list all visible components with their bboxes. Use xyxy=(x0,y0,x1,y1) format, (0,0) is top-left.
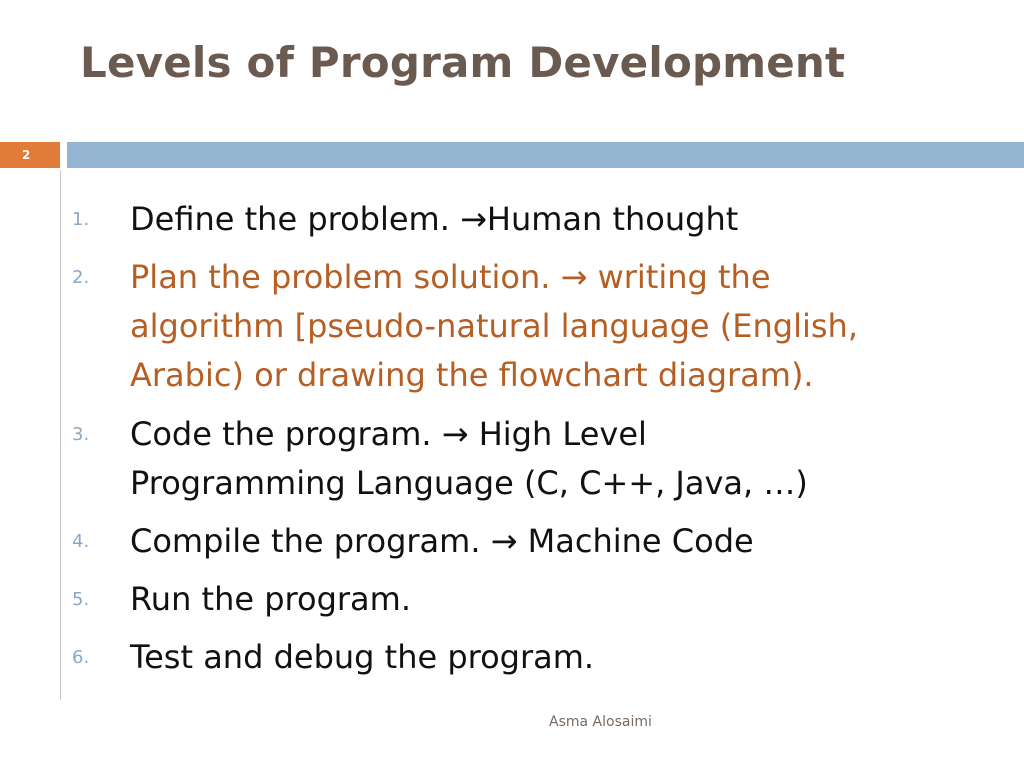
list-item-number: 6. xyxy=(72,647,90,668)
slide-title: Levels of Program Development xyxy=(80,38,846,87)
list-item-line: Programming Language (C, C++, Java, …) xyxy=(130,464,808,502)
list-item-text xyxy=(130,575,960,624)
list-item-text xyxy=(130,410,960,508)
list-item-text xyxy=(130,633,960,682)
list-item-text xyxy=(130,253,960,400)
list-item-line: Compile the program. → Machine Code xyxy=(130,522,754,560)
list-item-line: Plan the problem solution. → writing the xyxy=(130,258,771,296)
list-item-number: 3. xyxy=(72,424,90,445)
list-item-text xyxy=(130,517,960,566)
list-item-number: 4. xyxy=(72,531,90,552)
list-item-number: 2. xyxy=(72,267,90,288)
slide-footer-author: Asma Alosaimi xyxy=(549,714,652,730)
list-item-line: Define the problem. →Human thought xyxy=(130,200,739,238)
list-item-line: Arabic) or drawing the flowchart diagram). xyxy=(130,356,814,394)
list-item-text xyxy=(130,195,960,244)
list-item-line: algorithm [pseudo-natural language (English, xyxy=(130,307,858,345)
slide-number-badge: 2 xyxy=(0,142,60,168)
list-item-line: Run the program. xyxy=(130,580,411,618)
list-item-number: 1. xyxy=(72,209,90,230)
list-item-number: 5. xyxy=(72,589,90,610)
list-item-line: Code the program. → High Level xyxy=(130,415,647,453)
list-item-line: Test and debug the program. xyxy=(130,638,595,676)
